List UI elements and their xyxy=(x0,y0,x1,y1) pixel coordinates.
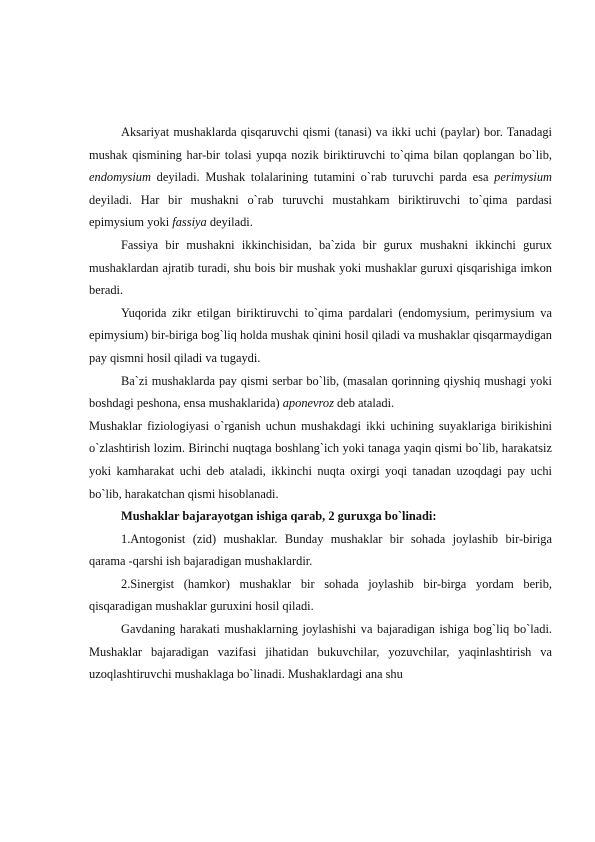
paragraph-9 xyxy=(89,618,552,686)
paragraph-1 xyxy=(89,121,552,234)
text-run: Ba`zi mushaklarda pay qismi serbar bo`lib, (masalan qorinning qiyshiq mushagi yoki boshdagi peshona, ensa mushaklarida) xyxy=(89,373,552,411)
text-run: deyiladi. Har bir mushakni o`rab turuvchi mustahkam biriktiruvchi to`qima pardasi epimysium yoki xyxy=(89,192,552,230)
text-run: deyiladi. Mushak tolalarining tutamini o`rab turuvchi parda esa xyxy=(150,170,495,185)
text-run: Mushaklar fiziologiyasi o`rganish uchun mushakdagi ikki uchining suyaklariga birikishini o`zlashtirish lozim. Birinchi nuqtaga boshlang`ich yoki tanaga yaqin qismi bo`lib, harakatsiz yoki kamharakat uchi deb ataladi, ikkinchi nuqta oxirgi yoqi tanadan uzoqdagi pay uchi bo`lib, harakatchan qismi hisoblanadi. xyxy=(89,418,552,501)
paragraph-2 xyxy=(89,234,552,302)
text-run: 2.Sinergist (hamkor) mushaklar bir sohada joylashib bir-birga yordam berib, qisqaradigan mushaklar guruxini hosil qiladi. xyxy=(89,576,552,614)
italic-term: perimysium xyxy=(494,170,552,185)
text-run: Aksariyat mushaklarda qisqaruvchi qismi (tanasi) va ikki uchi (paylar) bor. Tanadagi mushak qismining har-bir tolasi yupqa nozik biriktiruvchi to`qima bilan qoplangan bo`lib, xyxy=(89,125,552,162)
paragraph-7 xyxy=(89,528,552,573)
text-run: Mushaklar bajarayotgan ishiga qarab, 2 guruxga bo`linadi: xyxy=(121,509,437,524)
italic-term: endomysium xyxy=(89,170,151,185)
paragraph-8 xyxy=(89,573,552,618)
text-run: Gavdaning harakati mushaklarning joylashishi va bajaradigan ishiga bog`liq bo`ladi. Mushaklar bajaradigan vazifasi jihatidan bukuvchilar, yozuvchilar, yaqinlashtirish va uzoqlashtiruvchi mushaklaga bo`linadi. Mushaklardagi ana shu xyxy=(89,622,552,682)
italic-term: aponevroz xyxy=(282,396,334,411)
text-run: 1.Antogonist (zid) mushaklar. Bunday mushaklar bir sohada joylashib bir-biriga qarama -qarshi ish bajaradigan mushaklardir. xyxy=(89,531,552,569)
italic-term: fassiya xyxy=(172,215,207,230)
text-run: Fassiya bir mushakni ikkinchisidan, ba`zida bir gurux mushakni ikkinchi gurux mushaklardan ajratib turadi, shu bois bir mushak yoki mushaklar guruxi qisqarishiga imkon beradi. xyxy=(89,237,552,298)
text-run: deb ataladi. xyxy=(333,396,395,411)
text-run: deyiladi. xyxy=(206,215,253,230)
document-body xyxy=(89,121,552,686)
paragraph-3 xyxy=(89,302,552,370)
paragraph-5 xyxy=(89,415,552,505)
paragraph-4 xyxy=(89,370,552,415)
paragraph-6 xyxy=(89,505,552,528)
text-run: Yuqorida zikr etilgan biriktiruvchi to`qima pardalari (endomysium, perimysium va epimysium) bir-biriga bog`liq holda mushak qinini hosil qiladi va mushaklar qisqarmaydigan pay qismni hosil qiladi va tugaydi. xyxy=(89,305,552,365)
